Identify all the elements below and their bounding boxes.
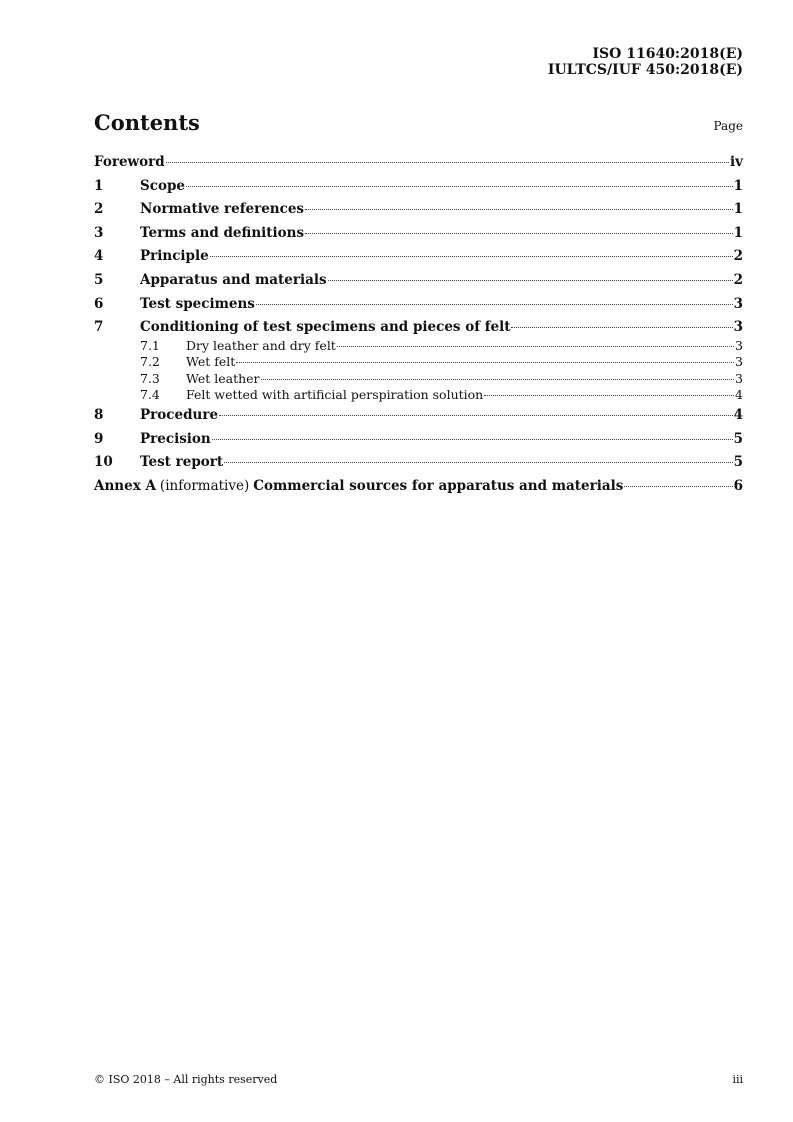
toc-entry-title: Normative references	[140, 201, 305, 218]
toc-entry-1[interactable]	[94, 178, 743, 202]
toc-entry-page: 6	[733, 477, 743, 494]
toc-entry-page: 1	[733, 177, 743, 194]
toc-subentry-title: Wet felt	[186, 354, 236, 370]
toc-entry-number: 10	[94, 454, 113, 471]
toc-entry-title: Conditioning of test specimens and pieces of felt	[140, 319, 511, 336]
toc-entry-10[interactable]	[94, 454, 743, 478]
standard-number: ISO 11640:2018(E)	[592, 46, 743, 62]
toc-entry-page: 1	[733, 201, 743, 218]
dot-leader	[219, 415, 733, 416]
dot-leader	[256, 304, 733, 305]
dot-leader	[328, 280, 733, 281]
toc-entry-4[interactable]	[94, 248, 743, 272]
toc-entry-title: Apparatus and materials	[140, 271, 327, 288]
toc-subentry-7-4[interactable]	[94, 387, 743, 403]
toc-entry-page: 5	[733, 454, 743, 471]
toc-subentry-title: Felt wetted with artificial perspiration solution	[186, 386, 484, 402]
toc-subentry-number: 7.4	[140, 386, 160, 402]
toc-entry-page: iv	[730, 154, 743, 170]
toc-subentry-page: 4	[735, 386, 743, 402]
toc-subentry-number: 7.2	[140, 354, 160, 370]
toc-subentry-page: 3	[735, 338, 743, 354]
toc-entry-title: Test report	[140, 454, 224, 471]
toc-entry-number: 3	[94, 224, 104, 241]
dot-leader	[210, 256, 733, 257]
toc-entry-7[interactable]	[94, 319, 743, 338]
toc-subentry-7-3[interactable]	[94, 371, 743, 387]
toc-entry-title: Test specimens	[140, 295, 255, 312]
toc-entry-page: 5	[733, 430, 743, 447]
table-of-contents	[94, 154, 743, 501]
toc-entry-8[interactable]	[94, 407, 743, 431]
toc-entry-number: 9	[94, 430, 104, 447]
toc-annex-type: (informative)	[159, 477, 250, 494]
toc-entry-foreword[interactable]	[94, 154, 743, 178]
toc-subentry-page: 3	[735, 370, 743, 386]
dot-leader	[212, 439, 733, 440]
copyright-notice: © ISO 2018 – All rights reserved	[94, 1073, 278, 1086]
dot-leader	[484, 395, 734, 396]
toc-entry-6[interactable]	[94, 296, 743, 320]
toc-entry-page: 2	[733, 248, 743, 265]
toc-entry-page: 3	[733, 295, 743, 312]
contents-title: Contents	[94, 110, 200, 135]
toc-entry-5[interactable]	[94, 272, 743, 296]
toc-entry-title: Terms and definitions	[140, 224, 305, 241]
toc-entry-number: 8	[94, 406, 104, 423]
toc-entry-page: 3	[733, 319, 743, 336]
toc-entry-number: 4	[94, 248, 104, 265]
page-column-label: Page	[713, 119, 743, 133]
toc-entry-title: Scope	[140, 177, 186, 194]
toc-entry-number: 2	[94, 201, 104, 218]
toc-entry-number: 5	[94, 271, 104, 288]
dot-leader	[305, 233, 733, 234]
toc-subentry-page: 3	[735, 354, 743, 370]
toc-entry-title: Precision	[140, 430, 211, 447]
toc-entry-number: 6	[94, 295, 104, 312]
toc-entry-title: Principle	[140, 248, 209, 265]
toc-subentry-title: Wet leather	[186, 370, 260, 386]
toc-entry-title: Foreword	[94, 154, 165, 170]
toc-annex-label: Annex A	[94, 477, 156, 494]
toc-annex-title: Commercial sources for apparatus and materials	[253, 477, 624, 494]
standard-alt-number: IULTCS/IUF 450:2018(E)	[547, 62, 743, 78]
dot-leader	[305, 209, 733, 210]
dot-leader	[337, 346, 734, 347]
toc-subentry-number: 7.1	[140, 338, 160, 354]
toc-entry-page: 4	[733, 406, 743, 423]
toc-subentry-7-2[interactable]	[94, 354, 743, 370]
toc-entry-annex-a[interactable]	[94, 478, 743, 502]
toc-entry-title: Procedure	[140, 406, 219, 423]
toc-subentry-title: Dry leather and dry felt	[186, 338, 336, 354]
dot-leader	[236, 362, 734, 363]
dot-leader	[511, 327, 732, 328]
toc-entry-number: 1	[94, 177, 104, 194]
dot-leader	[261, 379, 735, 380]
dot-leader	[186, 186, 733, 187]
toc-entry-page: 2	[733, 271, 743, 288]
toc-subentry-7-1[interactable]	[94, 338, 743, 354]
dot-leader	[624, 486, 732, 487]
document-header	[548, 46, 743, 78]
toc-entry-number: 7	[94, 319, 104, 336]
toc-entry-2[interactable]	[94, 201, 743, 225]
toc-entry-9[interactable]	[94, 431, 743, 455]
toc-entry-3[interactable]	[94, 225, 743, 249]
page-number: iii	[732, 1073, 743, 1086]
toc-subentry-number: 7.3	[140, 370, 160, 386]
dot-leader	[224, 462, 732, 463]
dot-leader	[166, 162, 729, 163]
toc-entry-page: 1	[733, 224, 743, 241]
